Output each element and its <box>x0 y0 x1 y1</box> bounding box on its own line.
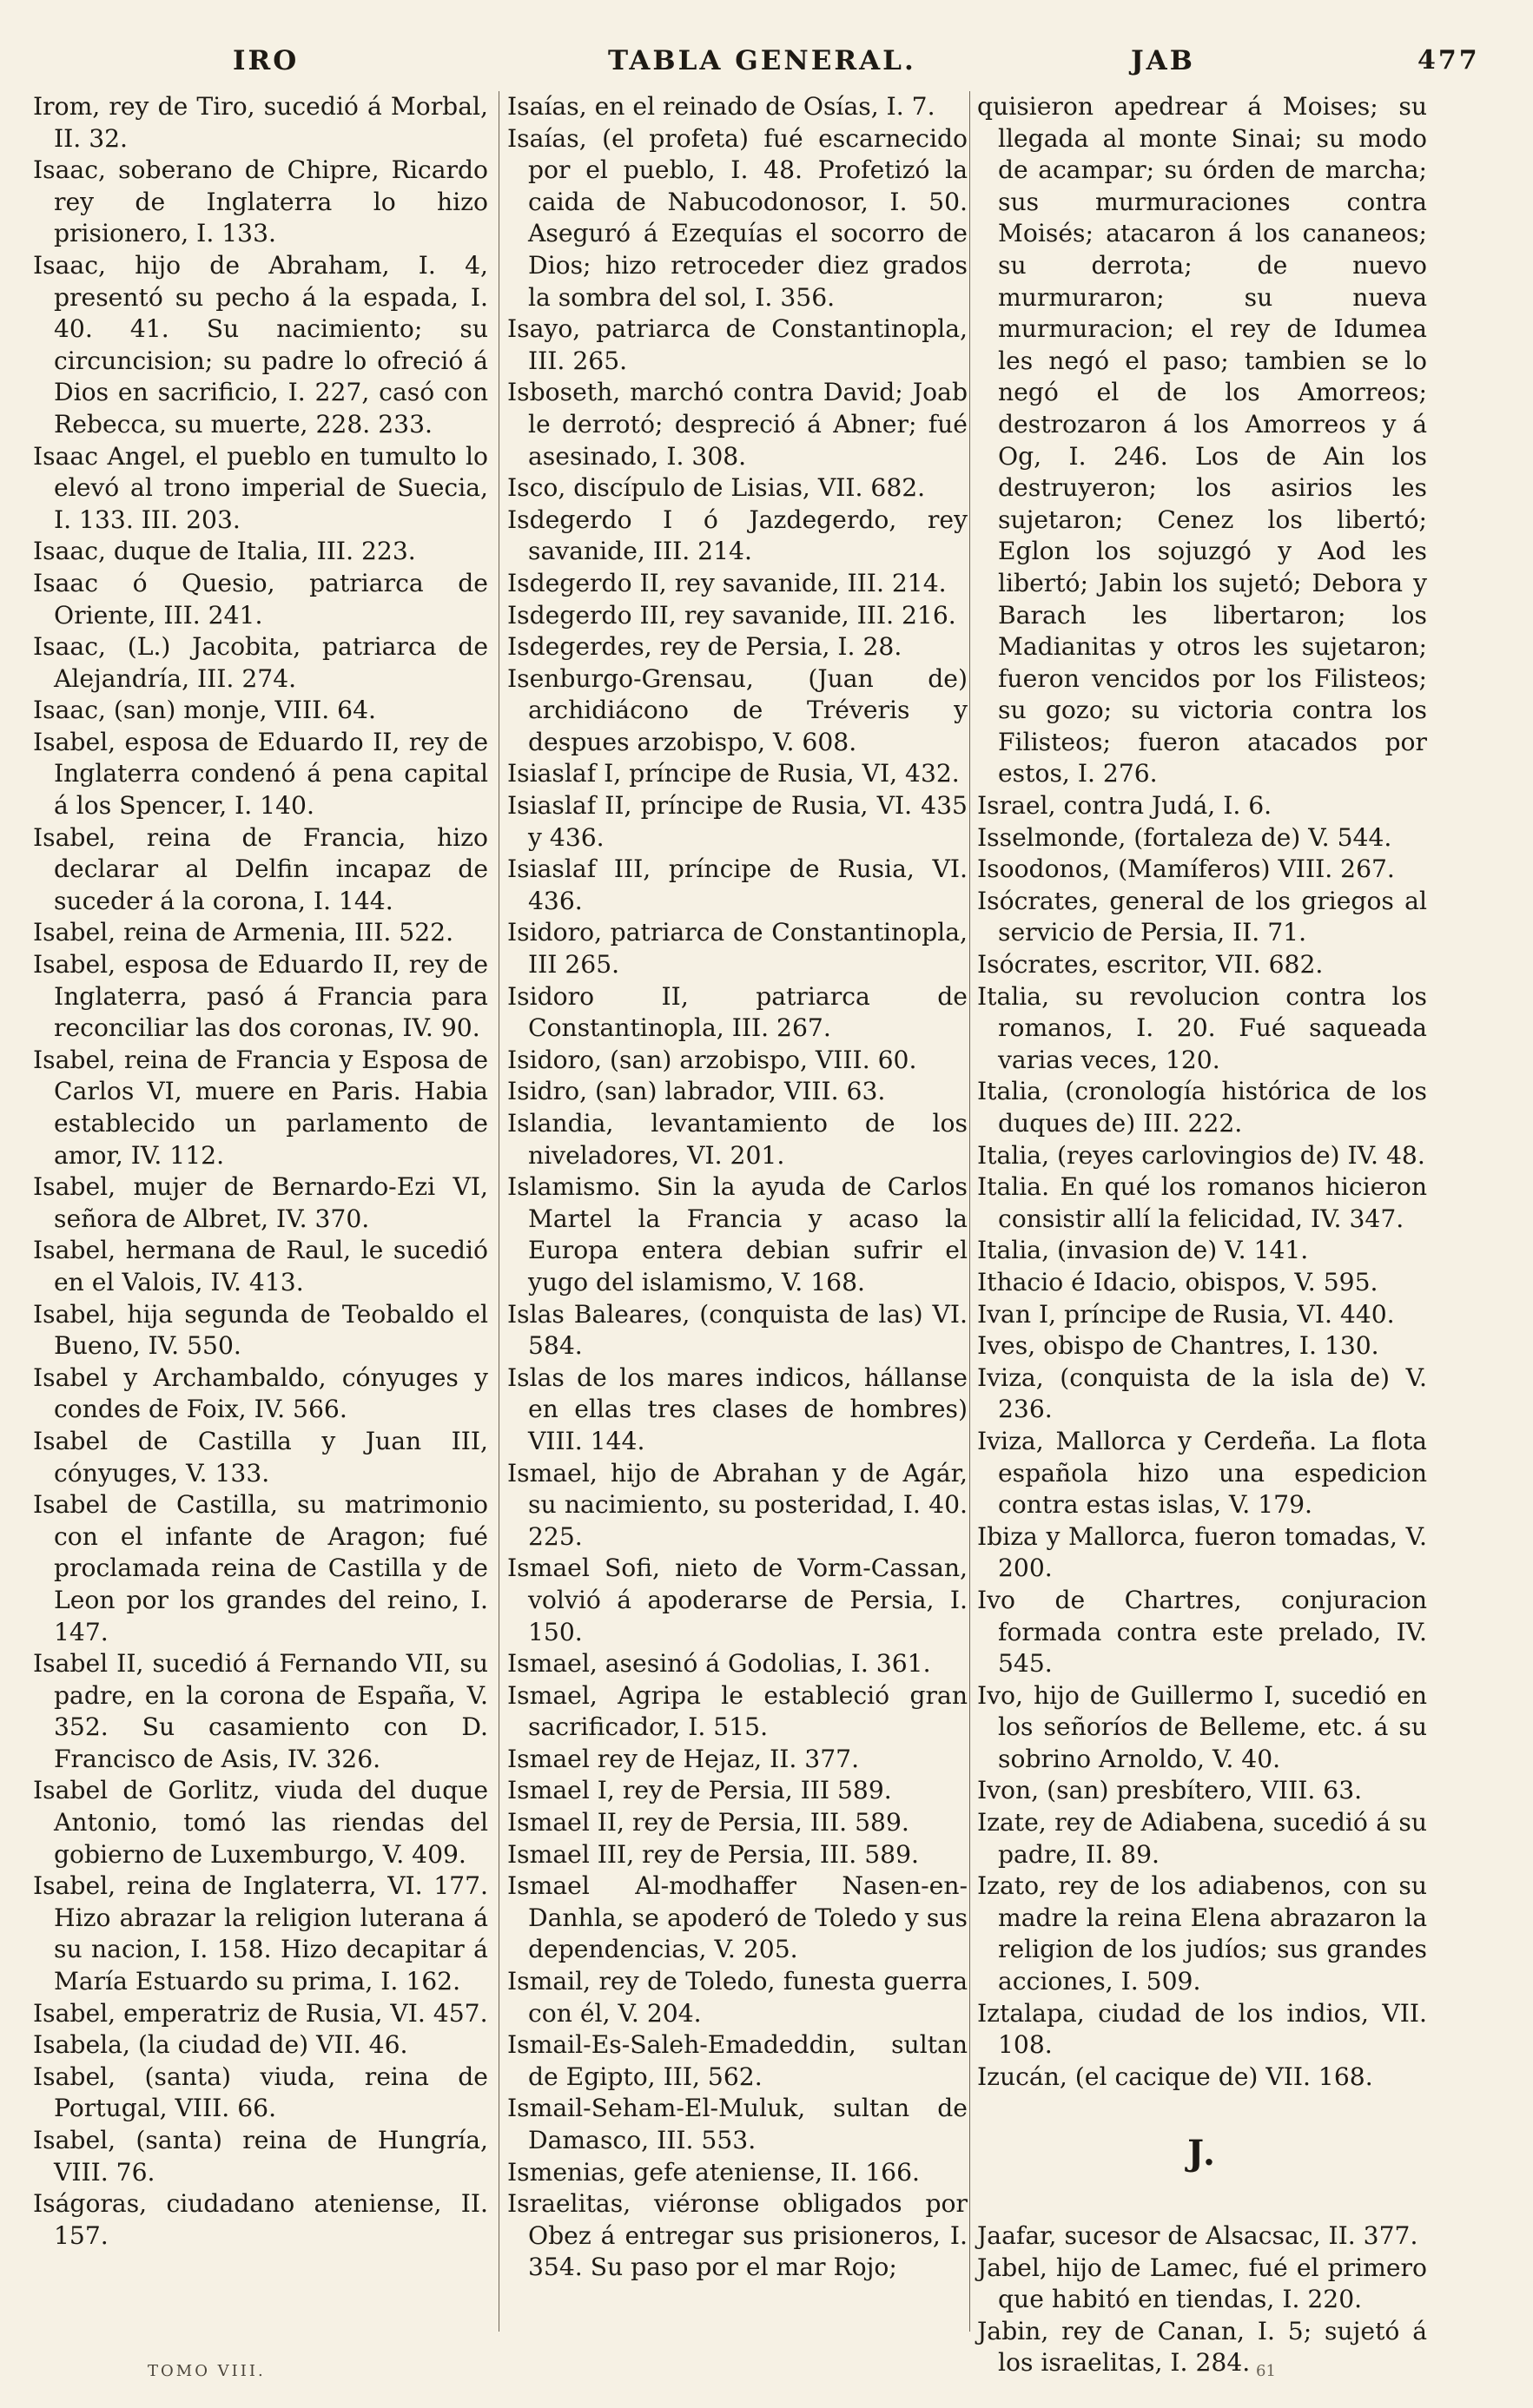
index-entry: Isabel II, sucedió á Fernando VII, su padre, en la corona de España, V. 352. Su casamiento con D. Francisco de Asis, IV. 326. <box>33 1649 488 1773</box>
index-entry: Jabel, hijo de Lamec, fué el primero que habitó en tiendas, I. 220. <box>977 2253 1427 2314</box>
index-entry: Jaafar, sucesor de Alsacsac, II. 377. <box>977 2221 1418 2250</box>
index-entry: Italia, su revolucion contra los romanos, I. 20. Fué saqueada varias veces, 120. <box>977 981 1427 1074</box>
index-entry: Ithacio é Idacio, obispos, V. 595. <box>977 1267 1378 1296</box>
index-entry: Isaac, hijo de Abraham, I. 4, presentó su pecho á la espada, I. 40. 41. Su nacimiento; su circuncision; su padre lo ofreció á Dios en sacrificio, I. 227, casó con Rebecca, su muerte, 228. 233. <box>33 250 488 439</box>
index-entry: Ivo de Chartres, conjuracion formada contra este prelado, IV. 545. <box>977 1585 1427 1679</box>
page-header <box>0 45 1533 97</box>
index-entry: Isócrates, escritor, VII. 682. <box>977 950 1324 980</box>
index-entry: Islas Baleares, (conquista de las) VI. 584. <box>507 1299 968 1361</box>
index-entry: Ismael, hijo de Abrahan y de Agár, su nacimiento, su posteridad, I. 40. 225. <box>507 1458 968 1551</box>
index-entry: Isaac, duque de Italia, III. 223. <box>33 537 416 566</box>
index-entry: Isaac, soberano de Chipre, Ricardo rey de Inglaterra lo hizo prisionero, I. 133. <box>33 155 488 248</box>
index-entry: Isabel, reina de Armenia, III. 522. <box>33 918 454 947</box>
index-entry: Ismail-Seham-El-Muluk, sultan de Damasco, III. 553. <box>507 2094 968 2154</box>
index-entry: Isiaslaf I, príncipe de Rusia, VI, 432. <box>507 759 960 788</box>
running-head-title: TABLA GENERAL. <box>608 45 916 76</box>
index-entry: Isabel, (santa) viuda, reina de Portugal, VIII. 66. <box>33 2062 488 2123</box>
index-entry: Isoodonos, (Mamíferos) VIII. 267. <box>977 854 1395 884</box>
index-entry: Isidoro II, patriarca de Constantinopla, III. 267. <box>507 981 968 1043</box>
index-entry: Isaac Angel, el pueblo en tumulto lo elevó al trono imperial de Suecia, I. 133. III. 203. <box>33 441 488 534</box>
index-entry: Isiaslaf III, príncipe de Rusia, VI. 436. <box>507 854 968 915</box>
index-entry: Ismael rey de Hejaz, II. 377. <box>507 1744 860 1773</box>
index-entry: Isabel, hermana de Raul, le sucedió en el Valois, IV. 413. <box>33 1236 488 1296</box>
index-entry: Isdegerdo I ó Jazdegerdo, rey savanide, III. 214. <box>507 505 968 566</box>
index-column-3 <box>977 91 1427 2379</box>
index-entry: Ismael, asesinó á Godolias, I. 361. <box>507 1649 931 1679</box>
index-column-1 <box>33 91 488 2252</box>
index-entry: Isenburgo-Grensau, (Juan de) archidiácono de Tréveris y despues arzobispo, V. 608. <box>507 663 968 756</box>
index-entry: Ismail-Es-Saleh-Emadeddin, sultan de Egipto, III, 562. <box>507 2030 968 2091</box>
index-entry: Isselmonde, (fortaleza de) V. 544. <box>977 822 1392 852</box>
index-entry: Italia, (reyes carlovingios de) IV. 48. <box>977 1140 1425 1170</box>
index-entry: Isboseth, marchó contra David; Joab le derrotó; despreció á Abner; fué asesinado, I. 308. <box>507 378 968 471</box>
index-entry-continued: quisieron apedrear á Moises; su llegada al monte Sinai; su modo de acampar; su órden de marcha; sus murmuraciones contra Moisés; atacaron á los cananeos; su derrota; de nuevo murmuraron; su nueva murmuracion; el rey de Idumea les negó el paso; tambien se lo negó el de los Amorreos; destrozaron á los Amorreos y á Og, I. 246. Los de Ain los destruyeron; los asirios les sujetaron; Cenez los libertó; Eglon los sojuzgó y Aod les libertó; Jabin los sujetó; Debora y Barach les libertaron; los Madianitas y otros les sujetaron; fueron vencidos por los Filisteos; su gozo; su victoria contra los Filisteos; fueron atacados por estos, I. 276. <box>977 92 1427 788</box>
index-entry: Ismael III, rey de Persia, III. 589. <box>507 1839 919 1869</box>
volume-signature: TOMO VIII. <box>148 2362 266 2380</box>
index-entry: Ivon, (san) presbítero, VIII. 63. <box>977 1776 1363 1805</box>
index-entry: Ismael, Agripa le estableció gran sacrificador, I. 515. <box>507 1680 968 1742</box>
column-divider <box>969 91 970 2332</box>
index-entry: Isabel de Castilla, su matrimonio con el infante de Aragon; fué proclamada reina de Castilla y de Leon por los grandes del reino, I. 147. <box>33 1490 488 1646</box>
index-entry: Izate, rey de Adiabena, sucedió á su padre, II. 89. <box>977 1808 1427 1869</box>
index-entry: Italia, (invasion de) V. 141. <box>977 1236 1309 1265</box>
index-entry: Ismenias, gefe ateniense, II. 166. <box>507 2157 921 2187</box>
index-entry: Isaac, (L.) Jacobita, patriarca de Alejandría, III. 274. <box>33 632 488 693</box>
index-entry: Isaac ó Quesio, patriarca de Oriente, III. 241. <box>33 568 488 630</box>
index-entry: Ibiza y Mallorca, fueron tomadas, V. 200. <box>977 1521 1427 1583</box>
index-entry: Isabel de Castilla y Juan III, cónyuges, V. 133. <box>33 1426 488 1488</box>
index-entry: Ismael Sofi, nieto de Vorm-Cassan, volvió á apoderarse de Persia, I. 150. <box>507 1554 968 1646</box>
index-entry: Islandia, levantamiento de los niveladores, VI. 201. <box>507 1109 968 1170</box>
index-entry: Isiaslaf II, príncipe de Rusia, VI. 435 y 436. <box>507 791 968 852</box>
index-column-2 <box>507 91 968 2284</box>
index-entry: Iviza, Mallorca y Cerdeña. La flota española hizo una espedicion contra estas islas, V. 179. <box>977 1426 1427 1520</box>
index-entry: Iztalapa, ciudad de los indios, VII. 108. <box>977 1998 1427 2060</box>
page-number: 477 <box>1417 45 1480 76</box>
index-entry: Iságoras, ciudadano ateniense, II. 157. <box>33 2189 488 2250</box>
index-entry: Isco, discípulo de Lisias, VII. 682. <box>507 473 926 503</box>
index-entry: Isócrates, general de los griegos al servicio de Persia, II. 71. <box>977 886 1427 947</box>
index-entry: Isabel, (santa) reina de Hungría, VIII. 76. <box>33 2126 488 2187</box>
index-entry: Isabela, (la ciudad de) VII. 46. <box>33 2030 408 2060</box>
index-entry: Isabel, reina de Inglaterra, VI. 177. Hizo abrazar la religion luterana á su nacion, I. 158. Hizo decapitar á María Estuardo su prima, I. 162. <box>33 1871 488 1996</box>
index-entry: Isidoro, (san) arzobispo, VIII. 60. <box>507 1045 917 1074</box>
index-entry: Isabel y Archambaldo, cónyuges y condes de Foix, IV. 566. <box>33 1362 488 1424</box>
index-entry: Ivo, hijo de Guillermo I, sucedió en los señoríos de Belleme, etc. á su sobrino Arnoldo, V. 40. <box>977 1680 1427 1773</box>
index-entry: Islamismo. Sin la ayuda de Carlos Martel la Francia y acaso la Europa entera debian sufrir el yugo del islamismo, V. 168. <box>507 1172 968 1296</box>
index-entry: Ivan I, príncipe de Rusia, VI. 440. <box>977 1299 1395 1329</box>
index-entry: Izato, rey de los adiabenos, con su madre la reina Elena abrazaron la religion de los judíos; sus grandes acciones, I. 509. <box>977 1871 1427 1996</box>
index-entry: Isdegerdes, rey de Persia, I. 28. <box>507 632 902 662</box>
printer-signature: 61 <box>1256 2362 1276 2380</box>
index-entry: Isidro, (san) labrador, VIII. 63. <box>507 1077 886 1106</box>
index-entry: Iviza, (conquista de la isla de) V. 236. <box>977 1362 1427 1424</box>
index-entry: Israel, contra Judá, I. 6. <box>977 791 1272 821</box>
index-entry: Jabin, rey de Canan, I. 5; sujetó á los israelitas, I. 284. <box>977 2316 1427 2378</box>
index-entry: Isaac, (san) monje, VIII. 64. <box>33 696 376 725</box>
index-entry: Izucán, (el cacique de) VII. 168. <box>977 2062 1373 2091</box>
index-entry: Isabel de Gorlitz, viuda del duque Antonio, tomó las riendas del gobierno de Luxemburgo, V. 409. <box>33 1776 488 1869</box>
index-entry: Isaías, en el reinado de Osías, I. 7. <box>507 92 935 121</box>
running-head-left: IRO <box>233 45 300 76</box>
index-entry: Isabel, reina de Francia y Esposa de Carlos VI, muere en Paris. Habia establecido un parlamento de amor, IV. 112. <box>33 1045 488 1170</box>
running-head-right: JAB <box>1131 45 1195 76</box>
index-entry: Isabel, emperatriz de Rusia, VI. 457. <box>33 1998 488 2028</box>
index-entry: Ismael I, rey de Persia, III 589. <box>507 1776 892 1805</box>
index-entry: Italia, (cronología histórica de los duques de) III. 222. <box>977 1077 1427 1138</box>
index-entry: Irom, rey de Tiro, sucedió á Morbal, II. 32. <box>33 92 488 153</box>
index-entry: Ismail, rey de Toledo, funesta guerra con él, V. 204. <box>507 1967 968 2028</box>
index-entry: Ismael Al-modhaffer Nasen-en-Danhla, se apoderó de Toledo y sus dependencias, V. 205. <box>507 1871 968 1964</box>
index-entry: Ives, obispo de Chantres, I. 130. <box>977 1331 1379 1361</box>
index-entry: Isidoro, patriarca de Constantinopla, III 265. <box>507 918 968 980</box>
index-entry: Isabel, esposa de Eduardo II, rey de Inglaterra, pasó á Francia para reconciliar las dos coronas, IV. 90. <box>33 950 488 1043</box>
index-entry: Isabel, esposa de Eduardo II, rey de Inglaterra condenó á pena capital á los Spencer, I. 140. <box>33 727 488 821</box>
index-entry: Isaías, (el profeta) fué escarnecido por el pueblo, I. 48. Profetizó la caida de Nabucodonosor, I. 50. Aseguró á Ezequías el socorro de Dios; hizo retroceder diez grados la sombra del sol, I. 356. <box>507 123 968 312</box>
index-entry: Israelitas, viéronse obligados por Obez á entregar sus prisioneros, I. 354. Su paso por el mar Rojo; <box>507 2189 968 2282</box>
index-entry: Islas de los mares indicos, hállanse en ellas tres clases de hombres) VIII. 144. <box>507 1362 968 1455</box>
index-entry: Italia. En qué los romanos hicieron consistir allí la felicidad, IV. 347. <box>977 1172 1427 1233</box>
section-heading-letter: J. <box>1187 2133 1217 2174</box>
index-entry: Ismael II, rey de Persia, III. 589. <box>507 1808 909 1837</box>
index-entry: Isayo, patriarca de Constantinopla, III. 265. <box>507 314 968 375</box>
index-entry: Isdegerdo III, rey savanide, III. 216. <box>507 600 956 630</box>
index-entry: Isabel, mujer de Bernardo-Ezi VI, señora de Albret, IV. 370. <box>33 1172 488 1233</box>
index-entry: Isabel, hija segunda de Teobaldo el Bueno, IV. 550. <box>33 1299 488 1361</box>
index-entry: Isabel, reina de Francia, hizo declarar al Delfin incapaz de suceder á la corona, I. 144. <box>33 822 488 915</box>
index-entry: Isdegerdo II, rey savanide, III. 214. <box>507 568 947 597</box>
